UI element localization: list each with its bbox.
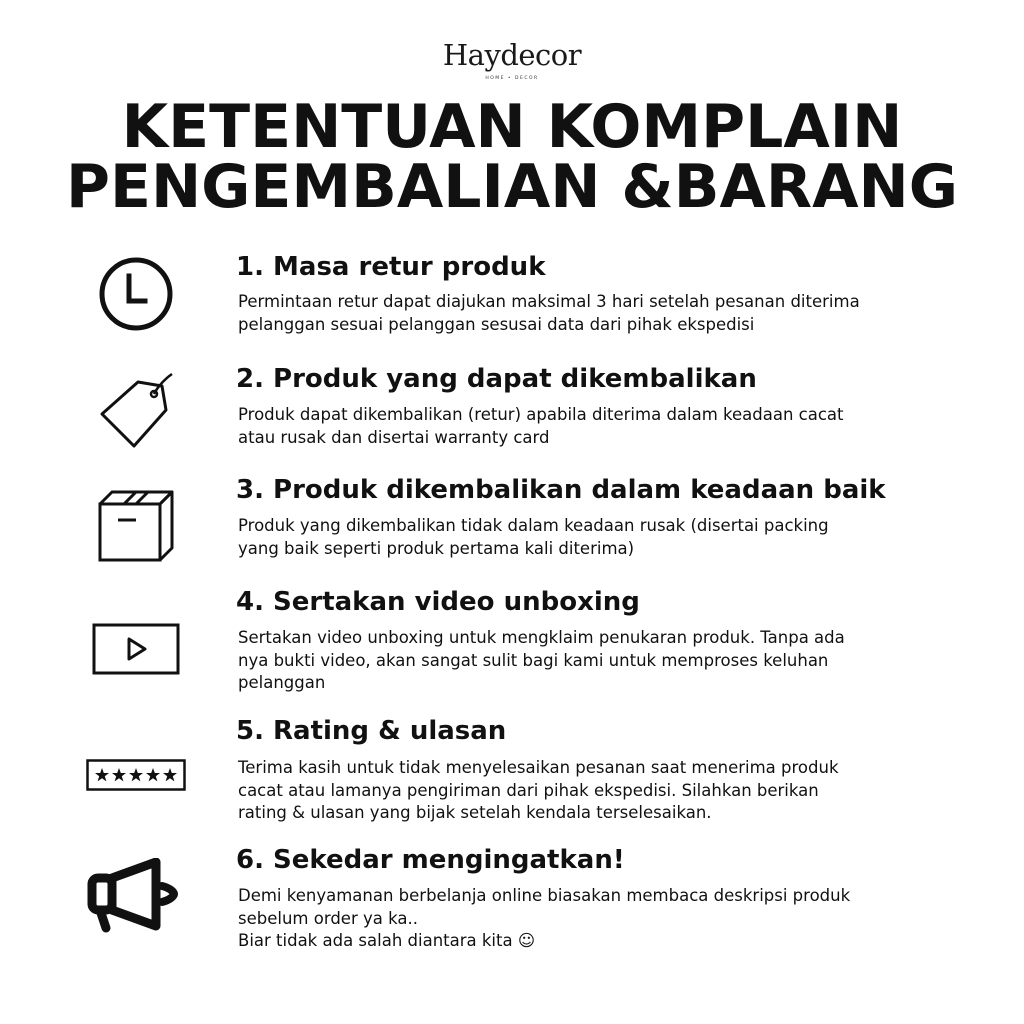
item-heading: 4. Sertakan video unboxing <box>236 587 640 617</box>
item-description <box>238 291 958 336</box>
description-line: Demi kenyamanan berbelanja online biasakan membaca deskripsi produk <box>238 886 851 905</box>
item-description <box>238 404 958 449</box>
description-line: pelanggan sesuai pelanggan sesusai data dari pihak ekspedisi <box>238 314 755 334</box>
item-heading: 6. Sekedar mengingatkan! <box>236 845 625 875</box>
description-line: yang baik seperti produk pertama kali diterima) <box>238 538 635 558</box>
box-icon <box>96 488 176 564</box>
page-title-line-1: KETENTUAN KOMPLAIN <box>121 92 903 162</box>
description-line: Terima kasih untuk tidak menyelesaikan pesanan saat menerima produk <box>238 758 839 777</box>
description-line: Permintaan retur dapat diajukan maksimal 3 hari setelah pesanan diterima <box>238 292 860 311</box>
item-heading: 5. Rating & ulasan <box>236 716 507 746</box>
megaphone-icon <box>86 858 186 934</box>
brand-tagline: HOME • DECOR <box>485 76 539 81</box>
description-line: atau rusak dan disertai warranty card <box>238 427 550 447</box>
item-heading: 2. Produk yang dapat dikembalikan <box>236 364 757 394</box>
description-line: sebelum order ya ka.. <box>238 908 418 928</box>
description-line: pelanggan <box>238 673 326 692</box>
item-heading: 3. Produk dikembalikan dalam keadaan baik <box>236 475 886 505</box>
item-description <box>238 757 958 825</box>
description-line: nya bukti video, akan sangat sulit bagi kami untuk memproses keluhan <box>238 650 829 670</box>
video-play-icon <box>92 623 180 675</box>
clock-icon <box>96 254 176 334</box>
item-description <box>238 627 958 695</box>
description-line: rating & ulasan yang bijak setelah kendala terselesaikan. <box>238 803 712 822</box>
item-description <box>238 515 958 560</box>
description-line: Sertakan video unboxing untuk mengklaim penukaran produk. Tanpa ada <box>238 628 845 647</box>
five-stars-rating-icon <box>86 759 186 791</box>
page-title-line-2: PENGEMBALIAN &BARANG <box>66 152 958 222</box>
item-description <box>238 885 958 953</box>
description-line: Produk yang dikembalikan tidak dalam keadaan rusak (disertai packing <box>238 516 829 535</box>
description-line: Produk dapat dikembalikan (retur) apabila diterima dalam keadaan cacat <box>238 405 844 424</box>
description-line: cacat atau lamanya pengiriman dari pihak ekspedisi. Silahkan berikan <box>238 780 819 800</box>
price-tag-icon <box>96 368 180 454</box>
item-heading: 1. Masa retur produk <box>236 252 546 282</box>
brand-name: Haydecor <box>442 38 582 72</box>
brand-logo <box>0 38 1024 81</box>
description-line: Biar tidak ada salah diantara kita ☺ <box>238 931 536 950</box>
